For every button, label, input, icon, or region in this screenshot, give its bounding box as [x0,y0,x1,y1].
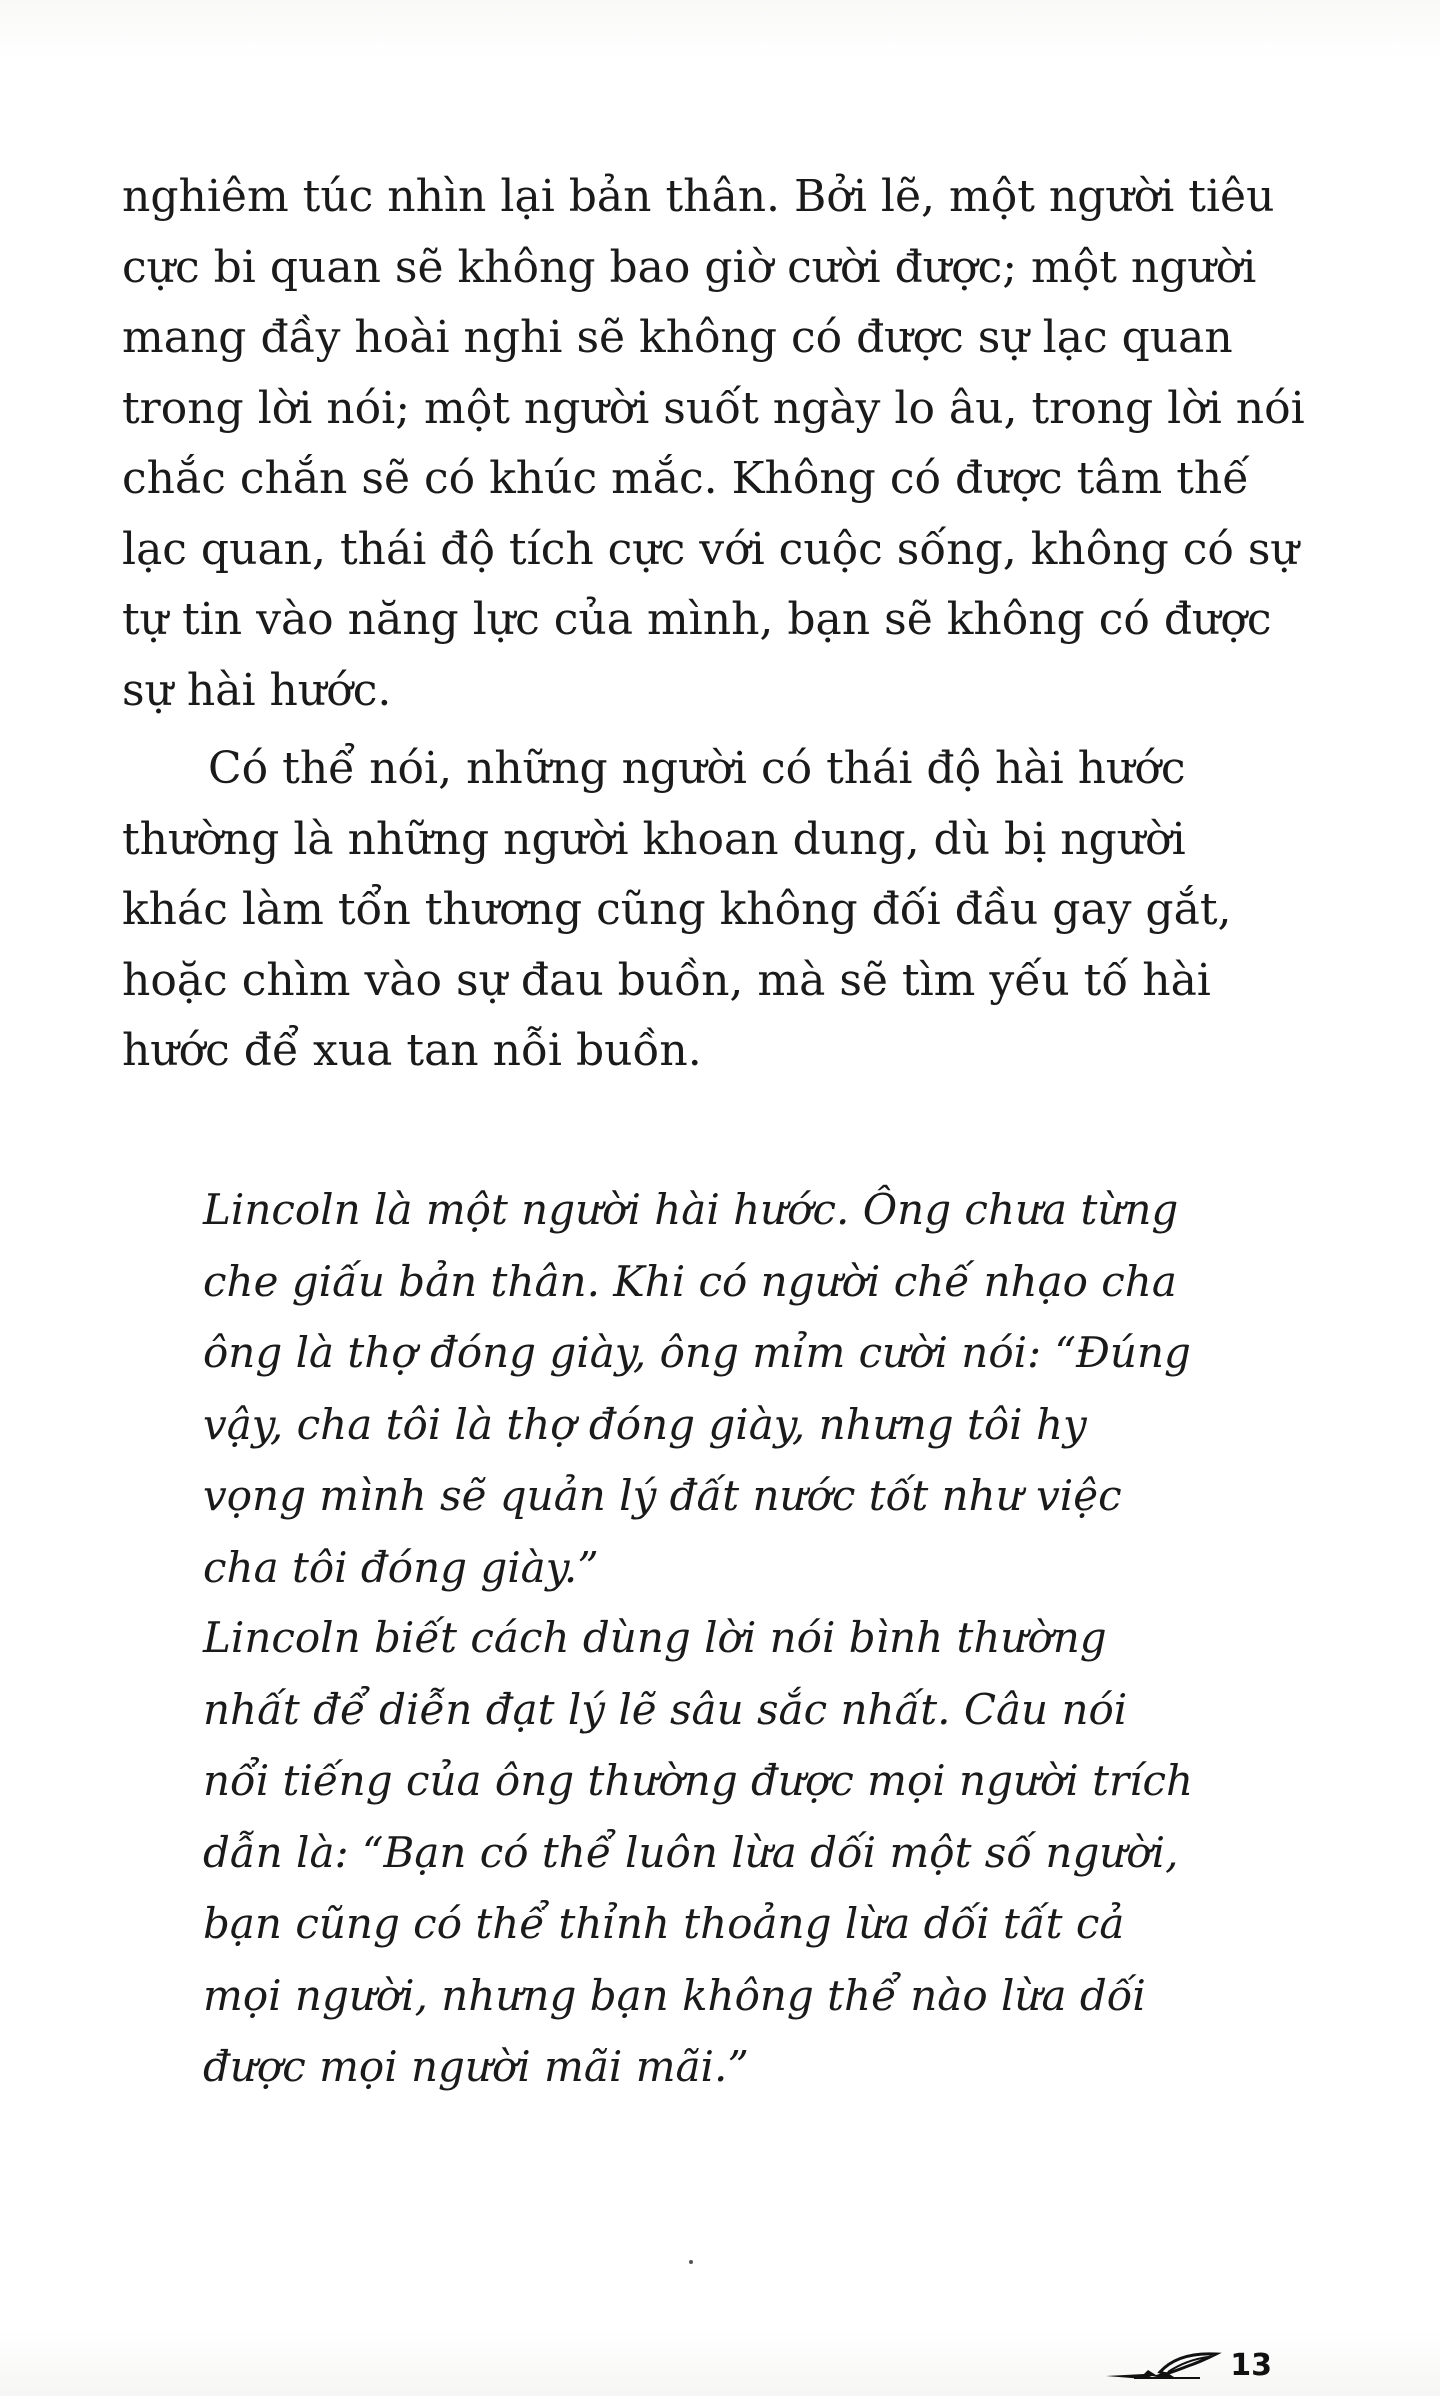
page-number: 13 [1230,2348,1272,2383]
text-line: hước để xua tan nỗi buồn. [122,1025,702,1076]
quote-line: Lincoln là một người hài hước. Ông chưa từng [203,1185,1179,1234]
text-line: cực bi quan sẽ không bao giờ cười được; một người [122,241,1257,293]
lincoln-famous-saying-quote [203,1602,1213,2103]
text-line: trong lời nói; một người suốt ngày lo âu, trong lời nói [122,382,1305,434]
quote-line: được mọi người mãi mãi.” [203,2042,749,2091]
text-line: sự hài hước. [122,664,392,716]
quote-line: vọng mình sẽ quản lý đất nước tốt như việc [203,1471,1122,1520]
quote-line: dẫn là: “Bạn có thể luôn lừa dối một số người, [203,1827,1179,1877]
quote-line: mọi người, nhưng bạn không thể nào lừa dối [203,1970,1146,2020]
lincoln-anecdote-quote [203,1174,1213,1603]
text-line-indented [122,734,1232,805]
quote-line: nhất để diễn đạt lý lẽ sâu sắc nhất. Câu nói [203,1684,1128,1734]
quote-line: Lincoln biết cách dùng lời nói bình thường [203,1613,1107,1662]
text-line: chắc chắn sẽ có khúc mắc. Không có được tâm thế [122,453,1250,504]
quote-line: bạn cũng có thể thỉnh thoảng lừa dối tất cả [203,1899,1125,1948]
text-line: thường là những người khoan dung, dù bị người [122,813,1186,865]
quote-line: ông là thợ đóng giày, ông mỉm cười nói: “Đúng [203,1328,1191,1377]
quote-line: che giấu bản thân. Khi có người chế nhạo cha [203,1256,1177,1306]
page-footer [1104,2342,1272,2382]
quote-line: cha tôi đóng giày.” [203,1542,599,1592]
text-line: lạc quan, thái độ tích cực với cuộc sống, không có sự [122,523,1299,575]
text-line: tự tin vào năng lực của mình, bạn sẽ không có được [122,594,1272,645]
print-speck [689,2260,693,2264]
text-line: mang đầy hoài nghi sẽ không có được sự lạc quan [122,312,1233,363]
text-line: hoặc chìm vào sự đau buồn, mà sẽ tìm yếu tố hài [122,954,1211,1006]
text-line: nghiêm túc nhìn lại bản thân. Bởi lẽ, một người tiêu [122,171,1275,222]
text-line: Có thể nói, những người có thái độ hài hước [208,743,1186,794]
quote-line: nổi tiếng của ông thường được mọi người trích [203,1756,1194,1805]
text-line: khác làm tổn thương cũng không đối đầu gay gắt, [122,884,1232,935]
paragraph-tolerant-people [122,734,1232,1087]
paragraph-humor-mindset [122,162,1305,726]
quill-ornament-icon [1104,2348,1224,2382]
quote-line: vậy, cha tôi là thợ đóng giày, nhưng tôi hy [203,1399,1087,1449]
